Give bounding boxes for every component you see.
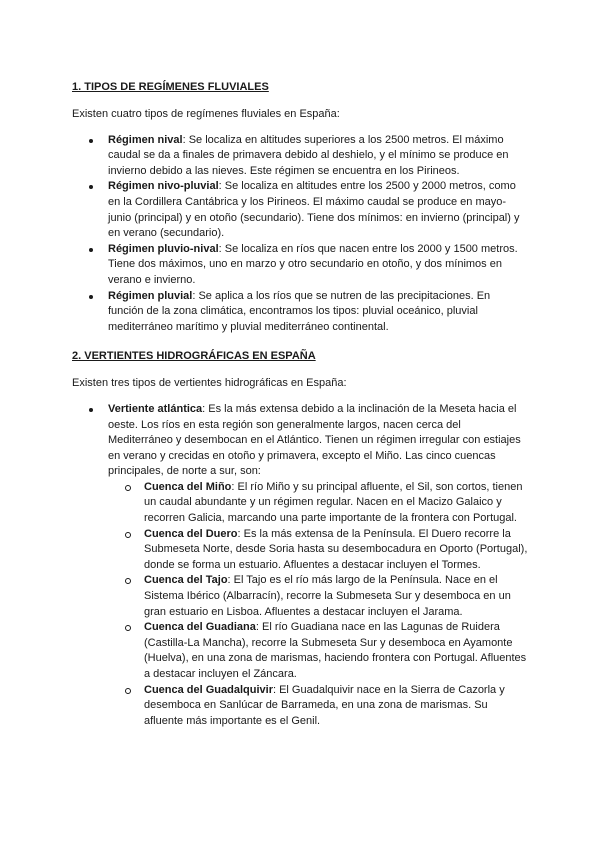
term: Régimen pluvial: [108, 289, 193, 302]
list-item-cuenca-guadalquivir: [144, 683, 528, 730]
list-item-vertiente-atlantica: [108, 402, 528, 729]
description: : Se localiza en altitudes superiores a los 2500 metros. El máximo caudal se da a finales de primavera debido al deshielo, y el mínimo se produce en invierno debido a las nieves. Este régimen se encuentra en los Pirineos.: [108, 133, 509, 177]
term: Régimen pluvio-nival: [108, 242, 219, 255]
description: : Es la más extensa de la Península. El Duero recorre la Submeseta Norte, desde Soria hasta su desembocadura en Oporto (Portugal), donde se forma un estuario. Afluentes a destacar incluyen el Tormes.: [144, 527, 528, 571]
description: : El Guadalquivir nace en la Sierra de Cazorla y desemboca en Sanlúcar de Barrameda, en una zona de marismas. Su afluente más importante es el Genil.: [144, 683, 505, 727]
term: Régimen nival: [108, 133, 183, 146]
description: : Se localiza en altitudes entre los 2500 y 2000 metros, como en la Cordillera Cantábrica y los Pirineos. El máximo caudal se produce en mayo-junio (principal) y en otoño (secundario). Tiene dos mínimos: en invierno (principal) y en verano (secundario).: [108, 180, 520, 240]
cuencas-list: [108, 480, 528, 730]
section-2-heading: 2. VERTIENTES HIDROGRÁFICAS EN ESPAÑA: [72, 350, 316, 363]
description: : Se aplica a los ríos que se nutren de las precipitaciones. En función de la zona climática, encontramos los tipos: pluvial oceánico, pluvial mediterráneo marítimo y pluvial mediterráneo continental.: [108, 289, 491, 333]
list-item-regimen-pluvial: [108, 289, 528, 336]
list-item-regimen-nivo-pluvial: [108, 179, 528, 241]
description: : El Tajo es el río más largo de la Península. Nace en el Sistema Ibérico (Albarracín), recorre la Submeseta Sur y desemboca en un gran estuario en Lisboa. Afluentes a destacar incluyen el Jarama.: [144, 574, 511, 618]
term: Cuenca del Guadiana: [144, 621, 256, 634]
list-item-cuenca-duero: [144, 527, 528, 574]
section-2-intro: Existen tres tipos de vertientes hidrográficas en España:: [72, 377, 347, 390]
list-item-regimen-pluvio-nival: [108, 242, 528, 289]
term: Vertiente atlántica: [108, 402, 203, 415]
term: Cuenca del Tajo: [144, 574, 228, 587]
description: : El río Miño y su principal afluente, el Sil, son cortos, tienen un caudal abundante y un régimen regular. Nacen en el Macizo Galaico y recorren Galicia, marcando una parte importante de la frontera con Portugal.: [144, 480, 523, 525]
list-item-cuenca-mino: [144, 480, 528, 527]
term: Régimen nivo-pluvial: [108, 180, 219, 193]
section-1-heading: 1. TIPOS DE REGÍMENES FLUVIALES: [72, 81, 269, 93]
vertientes-list: [72, 402, 528, 729]
term: Cuenca del Guadalquivir: [144, 683, 273, 696]
description: : El río Guadiana nace en las Lagunas de Ruidera (Castilla-La Mancha), recorre la Submeseta Sur y desemboca en Ayamonte (Huelva), en una zona de marismas, haciendo frontera con Portugal. Afluentes a destacar incluyen el Záncara.: [144, 621, 527, 680]
term: Cuenca del Miño: [144, 480, 232, 493]
description: : Se localiza en ríos que nacen entre los 2000 y 1500 metros. Tiene dos máximos, uno en marzo y otro secundario en otoño, y dos mínimos en verano e invierno.: [108, 242, 518, 286]
section-1-intro: Existen cuatro tipos de regímenes fluviales en España:: [72, 108, 340, 120]
list-item-cuenca-tajo: [144, 573, 528, 620]
regimenes-list: [72, 133, 528, 336]
list-item-regimen-nival: [108, 133, 528, 180]
description: : Es la más extensa debido a la inclinación de la Meseta hacia el oeste. Los ríos en esta región son generalmente largos, nacen cerca del Mediterráneo y desembocan en el Atlántico. Tienen un régimen irregular con estiajes en verano y crecidas en otoño y primavera, excepto el Miño. Las cinco cuencas principales, de norte a sur, son:: [108, 402, 521, 478]
term: Cuenca del Duero: [144, 527, 238, 540]
list-item-cuenca-guadiana: [144, 620, 528, 682]
